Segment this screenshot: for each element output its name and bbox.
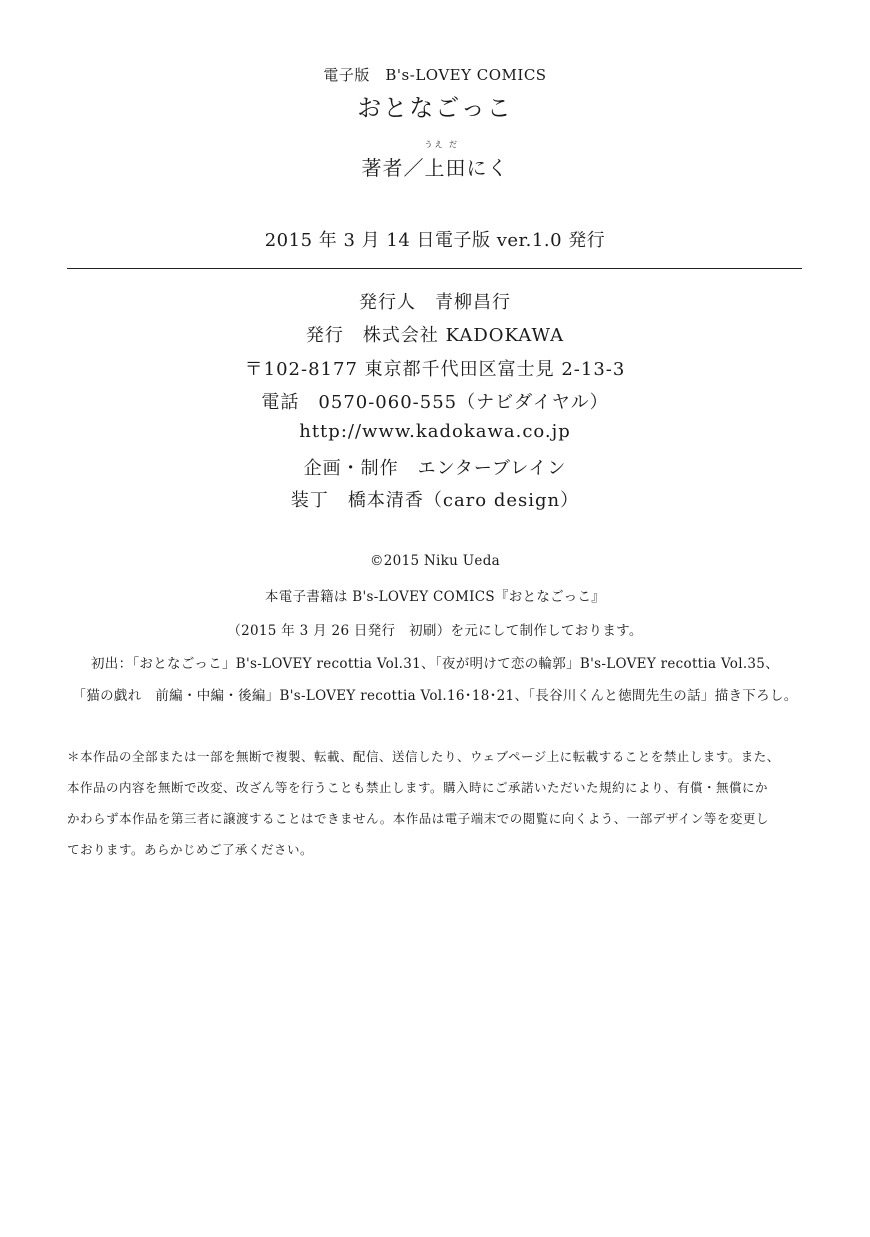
publisher-person: 発行人 青柳昌行 xyxy=(359,292,511,313)
notice-line-3: かわらず本作品を第三者に譲渡することはできません。本作品は電子端末での閲覧に向くよう、一部デザイン等を変更し xyxy=(67,811,769,826)
book-title: おとなごっこ xyxy=(357,94,513,122)
divider-rule xyxy=(67,268,802,269)
publisher-url: http://www.kadokawa.co.jp xyxy=(299,421,571,442)
legal-notice xyxy=(67,741,812,865)
author-ruby: うえ だ xyxy=(424,140,460,149)
notice-line-2: 本作品の内容を無断で改変、改ざん等を行うことも禁止します。購入時にご承諾いただいた規約により、有償・無償にか xyxy=(67,780,769,795)
source-line-1: 本電子書籍は B's-LOVEY COMICS『おとなごっこ』 xyxy=(264,589,606,605)
publisher-address: 〒102-8177 東京都千代田区富士見 2-13-3 xyxy=(244,359,626,380)
notice-line-1: ＊本作品の全部または一部を無断で複製、転載、配信、送信したり、ウェブページ上に転載することを禁止します。また、 xyxy=(67,749,780,764)
first-appearance-line-1: 初出：「おとなごっこ」B's-LOVEY recottia Vol.31、「夜が明けて恋の輪郭」B's-LOVEY recottia Vol.35、 xyxy=(90,656,779,672)
design-credit: 装丁 橋本清香（caro design） xyxy=(290,490,580,511)
author-label: 著者／ xyxy=(361,156,425,180)
author-block xyxy=(361,140,509,181)
author-line xyxy=(0,140,870,181)
series-label: 電子版 B's-LOVEY COMICS xyxy=(323,66,547,84)
source-line-2: （2015 年 3 月 26 日発行 初刷）を元にして制作しております。 xyxy=(227,623,643,639)
first-appearance-line-2: 「猫の戯れ 前編・中編・後編」B's-LOVEY recottia Vol.16･18･21、「長谷川くんと徳間先生の話」描き下ろし。 xyxy=(72,688,798,704)
publisher-company: 発行 株式会社 KADOKAWA xyxy=(305,325,565,346)
publication-date: 2015 年 3 月 14 日電子版 ver.1.0 発行 xyxy=(264,230,606,251)
copyright-notice: ©2015 Niku Ueda xyxy=(369,553,500,569)
production-credit: 企画・制作 エンターブレイン xyxy=(303,458,567,479)
author-name: 上田にく xyxy=(424,156,509,180)
notice-line-4: ております。あらかじめご了承ください。 xyxy=(67,842,314,857)
author-name-wrapper xyxy=(424,140,509,181)
publisher-phone: 電話 0570-060-555（ナビダイヤル） xyxy=(261,392,609,413)
